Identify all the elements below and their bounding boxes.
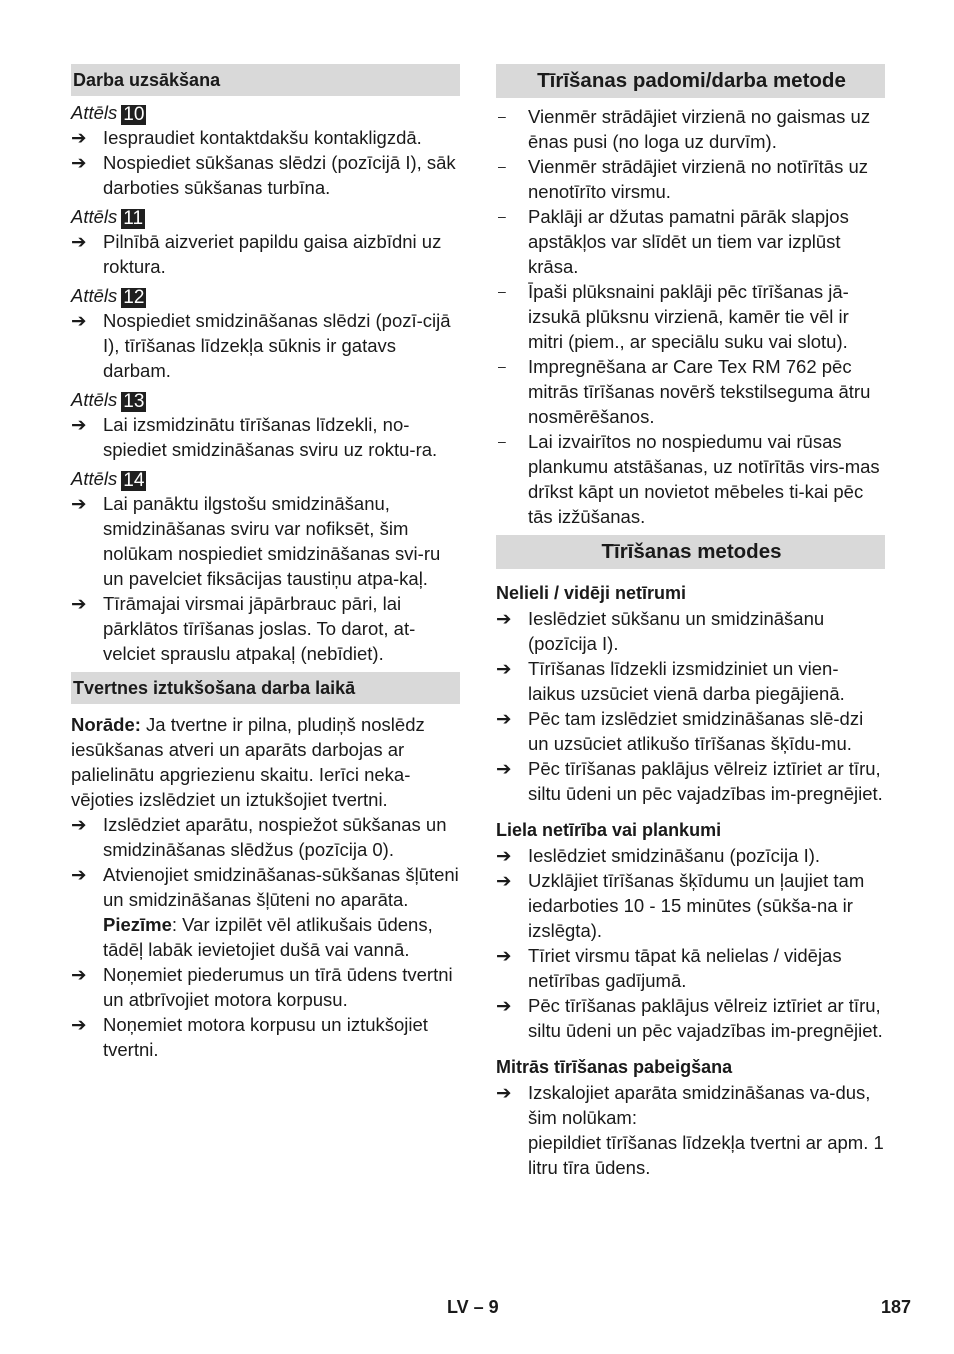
arrow-icon: ➔ (71, 493, 87, 514)
footer-page-number: 187 (880, 1297, 911, 1317)
list-item: ➔ Atvienojiet smidzināšanas-sūkšanas šļūteni un smidzināšanas šļūteni no aparāta. (71, 864, 459, 910)
arrow-icon: ➔ (496, 758, 512, 779)
list-item: – Vienmēr strādājiet virzienā no notīrītās uz nenotīrīto virsmu. (498, 156, 869, 202)
figure-ref-10: Attēls 10 (71, 102, 145, 125)
list-item: ➔ Noņemiet motora korpusu un iztukšojiet tvertni. (71, 1014, 428, 1060)
arrow-icon: ➔ (496, 870, 512, 891)
figure-ref-13: Attēls 13 (71, 389, 145, 412)
arrow-icon: ➔ (496, 608, 512, 629)
arrow-icon: ➔ (496, 995, 512, 1016)
arrow-icon: ➔ (71, 864, 87, 885)
arrow-icon: ➔ (71, 310, 87, 331)
list-item: ➔ Ieslēdziet sūkšanu un smidzināšanu (pozīcija I). (496, 608, 825, 654)
list-item: ➔ Noņemiet piederumus un tīrā ūdens tvertni un atbrīvojiet motora korpusu. (71, 964, 453, 1010)
list-item: ➔ Tīriet virsmu tāpat kā nelielas / vidējas netīrības gadījumā. (496, 945, 842, 991)
list-item: ➔ Lai izsmidzinātu tīrīšanas līdzekli, no-spiediet smidzināšanas sviru uz roktu-ra. (71, 414, 438, 460)
list-item: – Vienmēr strādājiet virzienā no gaismas uz ēnas pusi (no loga uz durvīm). (498, 106, 871, 152)
left-column (71, 64, 460, 1062)
section-heading-start: Darba uzsākšana (71, 64, 460, 96)
list-item: ➔ Tīrāmajai virsmai jāpārbrauc pāri, lai pārklātos tīrīšanas joslas. To darot, at-velciet sprauslu atpakaļ (nebīdiet). (71, 593, 416, 664)
arrow-icon: ➔ (71, 814, 87, 835)
arrow-icon: ➔ (71, 127, 87, 148)
arrow-icon: ➔ (71, 152, 87, 173)
arrow-icon: ➔ (496, 1082, 512, 1103)
section-heading-empty-tank: Tvertnes iztukšošana darba laikā (71, 672, 460, 704)
section-heading-methods: Tīrīšanas metodes (496, 535, 885, 569)
arrow-icon: ➔ (71, 1014, 87, 1035)
hint-paragraph: Piezīme: Var izpilēt vēl atlikušais ūdens, tādēļ labāk ievietojiet dušā vai vannā. (103, 914, 433, 960)
list-item: ➔ Tīrīšanas līdzekli izsmidziniet un vien-laikus uzsūciet vienā darba piegājienā. (496, 658, 845, 704)
section-heading-tips: Tīrīšanas padomi/darba metode (496, 64, 885, 98)
continuation-text: piepildiet tīrīšanas līdzekļa tvertni ar apm. 1 litru tīra ūdens. (528, 1132, 884, 1178)
list-item: ➔ Lai panāktu ilgstošu smidzināšanu, smidzināšanas sviru var nofiksēt, šim nolūkam nospiediet smidzināšanas svi-ru un pavelciet fiksācijas taustiņu atpa-kaļ. (71, 493, 441, 589)
figure-ref-14: Attēls 14 (71, 468, 145, 491)
arrow-icon: ➔ (496, 945, 512, 966)
list-item: ➔ Izskalojiet aparāta smidzināšanas va-dus, šim nolūkam: (496, 1082, 871, 1128)
list-item: ➔ Pilnībā aizveriet papildu gaisa aizbīdni uz roktura. (71, 231, 442, 277)
arrow-icon: ➔ (71, 593, 87, 614)
right-column (496, 64, 885, 1180)
dash-icon: – (498, 358, 506, 374)
subheading-light-dirt: Nelieli / vidēji netīrumi (496, 583, 687, 603)
list-item: ➔ Uzklājiet tīrīšanas šķīdumu un ļaujiet tam iedarboties 10 - 15 minūtes (sūkša-na ir izslēgta). (496, 870, 865, 941)
dash-icon: – (498, 433, 506, 449)
list-item: – Impregnēšana ar Care Tex RM 762 pēc mitrās tīrīšanas novērš tekstilseguma ātru nosmērēšanos. (498, 356, 871, 427)
arrow-icon: ➔ (71, 414, 87, 435)
list-item: ➔ Pēc tam izslēdziet smidzināšanas slē-dzi un uzsūciet atlikušo tīrīšanas šķīdu-mu. (496, 708, 864, 754)
note-paragraph: Norāde: Ja tvertne ir pilna, pludiņš noslēdz iesūkšanas atveri un aparāts darbojas ar palielinātu apgriezienu skaitu. Ierīci neka-vējoties izslēdziet un iztukšojiet tvertni. (71, 714, 425, 810)
dash-icon: – (498, 283, 506, 299)
list-item: ➔ Nospiediet smidzināšanas slēdzi (pozī-cijā I), tīrīšanas līdzekļa sūknis ir gatavs darbam. (71, 310, 451, 381)
list-item: ➔ Nospiediet sūkšanas slēdzi (pozīcijā I), sāk darboties sūkšanas turbīna. (71, 152, 456, 198)
figure-ref-11: Attēls 11 (71, 206, 144, 229)
list-item: – Īpaši plūksnaini paklāji pēc tīrīšanas jā-izsukā plūksnu virzienā, kamēr tie vēl ir mitri (piem., ar speciālu suku vai slotu). (498, 281, 849, 352)
arrow-icon: ➔ (496, 708, 512, 729)
list-item: ➔ Pēc tīrīšanas paklājus vēlreiz iztīriet ar tīru, siltu ūdeni un pēc vajadzības im-pregnējiet. (496, 995, 883, 1041)
dash-icon: – (498, 208, 506, 224)
list-item: ➔ Pēc tīrīšanas paklājus vēlreiz iztīriet ar tīru, siltu ūdeni un pēc vajadzības im-pregnējiet. (496, 758, 883, 804)
arrow-icon: ➔ (71, 964, 87, 985)
dash-icon: – (498, 158, 506, 174)
list-item: – Paklāji ar džutas pamatni pārāk slapjos apstākļos var slīdēt un tiem var izplūst krāsa. (498, 206, 849, 277)
subheading-finish-wet-cleaning: Mitrās tīrīšanas pabeigšana (496, 1057, 733, 1077)
arrow-icon: ➔ (496, 658, 512, 679)
dash-icon: – (498, 108, 506, 124)
arrow-icon: ➔ (71, 231, 87, 252)
subheading-heavy-dirt: Liela netīrība vai plankumi (496, 820, 722, 840)
arrow-icon: ➔ (496, 845, 512, 866)
list-item: ➔ Iespraudiet kontaktdakšu kontakligzdā. (71, 127, 422, 148)
list-item: ➔ Ieslēdziet smidzināšanu (pozīcija I). (496, 845, 821, 866)
figure-ref-12: Attēls 12 (71, 285, 145, 308)
footer-language-page: LV – 9 (447, 1297, 499, 1317)
list-item: ➔ Izslēdziet aparātu, nospiežot sūkšanas un smidzināšanas slēdžus (pozīcija 0). (71, 814, 447, 860)
list-item: – Lai izvairītos no nospiedumu vai rūsas plankumu atstāšanas, uz notīrītās virs-mas drīkst kāpt un novietot mēbeles ti-kai pēc tās izžūšanas. (498, 431, 880, 527)
